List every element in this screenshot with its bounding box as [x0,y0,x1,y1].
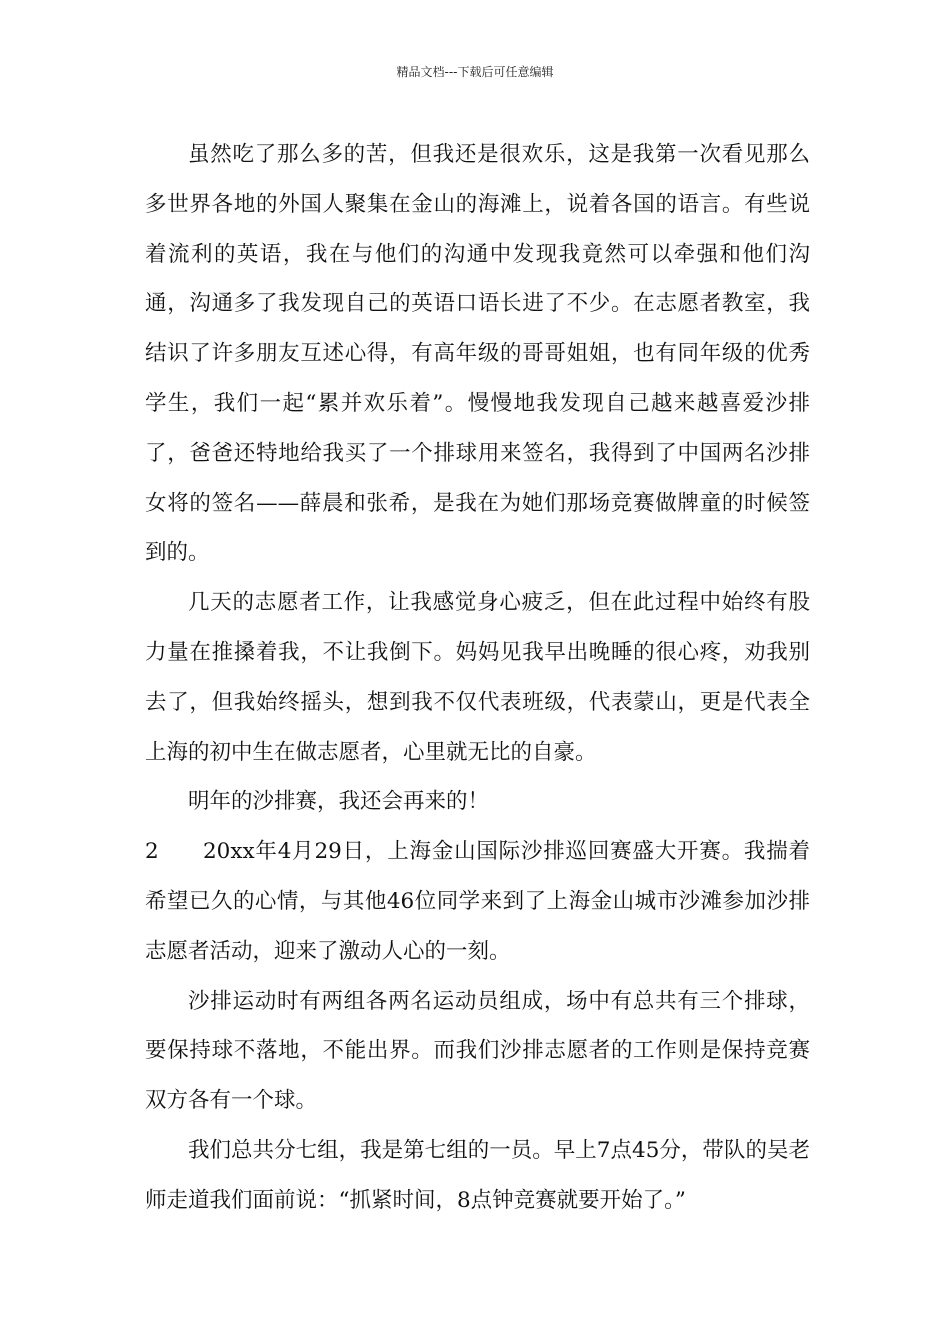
page-header: 精品文档---下载后可任意编辑 [396,65,554,79]
paragraph-1: 虽然吃了那么多的苦，但我还是很欢乐，这是我第一次看见那么多世界各地的外国人聚集在金山的海滩上，说着各国的语言。有些说着流利的英语，我在与他们的沟通中发现我竟然可以牵强和他们沟通，沟通多了我发现自己的英语口语长进了不少。在志愿者教室，我结识了许多朋友互述心得，有高年级的哥哥姐姐，也有同年级的优秀学生，我们一起“累并欢乐着”。慢慢地我发现自己越来越喜爱沙排了，爸爸还特地给我买了一个排球用来签名，我得到了中国两名沙排女将的签名——薛晨和张希，是我在为她们那场竞赛做牌童的时候签到的。 [145,142,810,566]
document-body [145,130,810,1226]
item-text: 20xx年4月29日，上海金山国际沙排巡回赛盛大开赛。我揣着希望已久的心情，与其他46位同学来到了上海金山城市沙滩参加沙排志愿者活动，迎来了激动人心的一刻。 [145,839,810,964]
section-item-2 [145,827,810,976]
paragraph-4: 沙排运动时有两组各两名运动员组成，场中有总共有三个排球，要保持球不落地，不能出界。而我们沙排志愿者的工作则是保持竞赛双方各有一个球。 [145,988,810,1114]
paragraph-3: 明年的沙排赛，我还会再来的！ [188,789,490,815]
paragraph-5: 我们总共分七组，我是第七组的一员。早上7点45分，带队的吴老师走道我们面前说：“抓紧时间，8点钟竞赛就要开始了。” [145,1137,810,1213]
paragraph-2: 几天的志愿者工作，让我感觉身心疲乏，但在此过程中始终有股力量在推搡着我，不让我倒下。妈妈见我早出晚睡的很心疼，劝我别去了，但我始终摇头，想到我不仅代表班级，代表蒙山，更是代表全上海的初中生在做志愿者，心里就无比的自豪。 [145,590,810,765]
item-number: 2 [145,839,159,865]
